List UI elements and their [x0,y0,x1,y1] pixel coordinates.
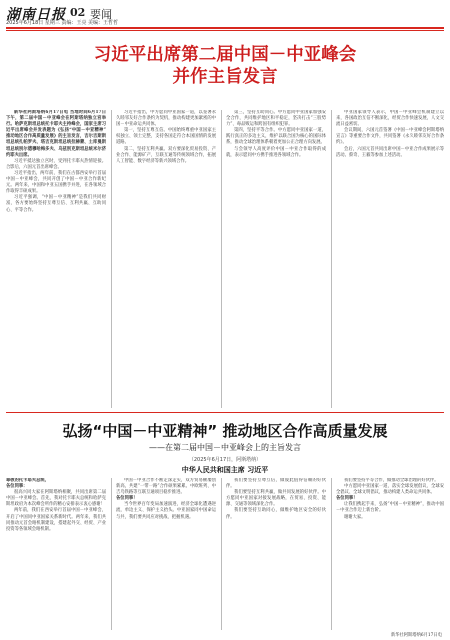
article-paragraph: 会后，六国元首共同出席中国－中亚合作成果展示等活动。蔡奇、王毅等参加上述活动。 [336,146,444,158]
speech-paragraph: 很高兴同大家在阿斯塔纳相聚，共同出席第二届中国－中亚峰会。首先，我对托卡耶夫总统和哈萨克斯坦政府为本次峰会所作的精心安排表示衷心感谢！ [6,490,106,508]
headline-line2: 并作主旨发言 [172,67,278,87]
speech-paragraph: 两年前，我们在西安举行首届中国－中亚峰会，开启了中国同中亚国家关系新时代。两年来，我们共同推动元首会晤机制建设，搭建起外交、经贸、产业投资等各领域会晤机制。 [6,508,106,532]
article-paragraph: 第三，坚持互助同心。中方愿同中亚国家加强安全合作，共同维护地区和平稳定，坚决打击“三股势力”、毒品贩运和跨国有组织犯罪。 [226,110,326,128]
speech-paragraph: 我们要坚持互利共赢，做共同发展的好伙伴。中方愿同中亚国家对接发展战略，在贸易、投资、能源、交通等领域深化合作。 [226,490,326,508]
footer-credit: 新华社阿斯塔纳6月17日电 [390,633,442,638]
column-divider [111,110,112,408]
speech-paragraph: 中国－中亚合作不断走深走实，双方贸易额屡创新高，共建“一带一路”合作硕果累累。中欧班列、中吉乌铁路等互联互通项目稳步推进。 [116,478,216,496]
column-divider [111,478,112,630]
article-paragraph: 习近平抵达独立宫时，受到托卡耶夫热情迎接。合影后，六国元首出席峰会。 [6,158,106,170]
speech-paragraph: 谢谢大家。 [344,514,366,520]
newspaper-logo: 湖南日报 [6,7,66,23]
speech-column-2 [116,478,216,630]
article-column-1 [6,110,106,408]
masthead [6,4,444,26]
article-column-2 [116,110,216,408]
column-divider [221,110,222,408]
speech-headline: 弘扬“中国－中亚精神” 推动地区合作高质量发展 [62,422,388,440]
article-column-3 [226,110,326,408]
speech-paragraph: 中方愿同中亚国家一道，落实全球发展倡议、全球安全倡议、全球文明倡议，推动构建人类命运共同体。 [336,484,444,496]
column-divider [331,110,332,408]
speech-paragraph: 各位同事！ [116,496,138,502]
speech-date: （2025年6月17日，阿斯塔纳） [188,457,262,463]
speech-column-3 [226,478,326,630]
speech-paragraph: 各位同事！ [336,496,358,502]
section-name: 要闻 [90,8,112,21]
article-paragraph: 习近平指出，两年前，我们在古都西安举行首届中国－中亚峰会，共同开创了中国－中亚合作新纪元。两年来，中国和中亚五国携手并进，在各领域合作取得丰硕成果。 [6,170,106,195]
header-rule-thin [6,30,444,31]
speech-subhead: ——在第二届中国－中亚峰会上的主旨发言 [149,443,301,452]
article-paragraph: 习近平指出，中方愿同中亚国家一道，以签署永久睦邻友好合作条约为契机，推动构建更加紧密的中国－中亚命运共同体。 [116,110,216,128]
article-paragraph: 中亚国家领导人表示，中国－中亚峰会机制建立以来，各国政治互信不断深化，经贸合作快速发展，人文交流日益密切。 [336,110,444,128]
speech-paragraph: 让我们携起手来，弘扬“中国－中亚精神”，推动中国－中亚合作迈上新台阶。 [336,502,444,514]
speech-column-1 [6,478,106,630]
speech-column-4 [336,478,444,624]
column-divider [221,478,222,630]
headline-line1: 习近平出席第二届中国－中亚峰会 [93,45,357,65]
dateline: 2025年6月18日 星期三 责编：王亮 美编：王哲哲 [6,20,119,26]
speech-paragraph: 各位同事： [6,484,28,490]
page-number: 02 [70,6,86,19]
article-paragraph: 会议期间，六国元首签署《中国－中亚峰会阿斯塔纳宣言》等重要合作文件，共同签署《永久睦邻友好合作条约》。 [336,128,444,146]
article-paragraph: 第二，坚持互利共赢。双方要深化贸易投资、产业合作、能源矿产、互联互通等传统领域合作，拓展人工智能、数字经济等新兴领域合作。 [116,146,216,164]
section-divider [6,412,444,413]
article-column-4 [336,110,444,408]
speech-paragraph: 我们要坚持互尊互信，做彼此值得信赖的好伙伴。 [226,478,326,490]
main-headline [6,44,444,88]
speech-paragraph: 我们要坚持互助同心，做维护地区安全的好伙伴。 [226,508,326,520]
speech-paragraph: 我们要坚持平等合作，做推动全球治理的好伙伴。 [344,478,439,483]
column-divider [331,478,332,630]
article-paragraph: 习近平强调，“中国－中亚精神”是我们共同财富，各方要始终坚持互尊互信、互利共赢、互助同心、平等合作。 [6,195,106,213]
header-rule [6,27,444,29]
speech-paragraph: 当今世界百年变局加速演进，经济全球化遭遇逆流，单边主义、保护主义抬头。中亚国家同中国命运与共，我们要共同应对挑战、把握机遇。 [116,502,216,520]
article-paragraph: 第一，坚持互尊互信。中国始终尊重中亚国家主权独立、领土完整，支持各国走符合本国国情的发展道路。 [116,128,216,146]
article-lead: 新华社阿斯塔纳6月17日电 当地时间6月17日下午，第二届中国－中亚峰会在阿斯塔纳独立宫举行。哈萨克斯坦总统托卡耶夫主持峰会，国家主席习近平出席峰会并发表题为《弘扬“中国－中亚精神” 推动地区合作高质量发展》的主旨发言，吉尔吉斯斯坦总统扎帕罗夫、塔吉克斯坦总统拉赫蒙、土库曼斯坦总统别尔德穆哈梅多夫、乌兹别克斯坦总统米尔济约耶夫出席。 [6,110,106,158]
article-paragraph: 第四，坚持平等合作。中方愿同中亚国家一道，践行真正的多边主义，维护以联合国为核心的国际体系，推动全球治理体系朝着更加公正合理方向发展。 [226,128,326,146]
speech-byline: 中华人民共和国主席 习近平 [181,466,269,474]
article-paragraph: 与会领导人高度评价中国－中亚合作取得的成就，表示愿同中方携手推进各领域合作。 [226,146,326,158]
speech-paragraph: 尊敬的托卡耶夫总统， [6,478,49,483]
